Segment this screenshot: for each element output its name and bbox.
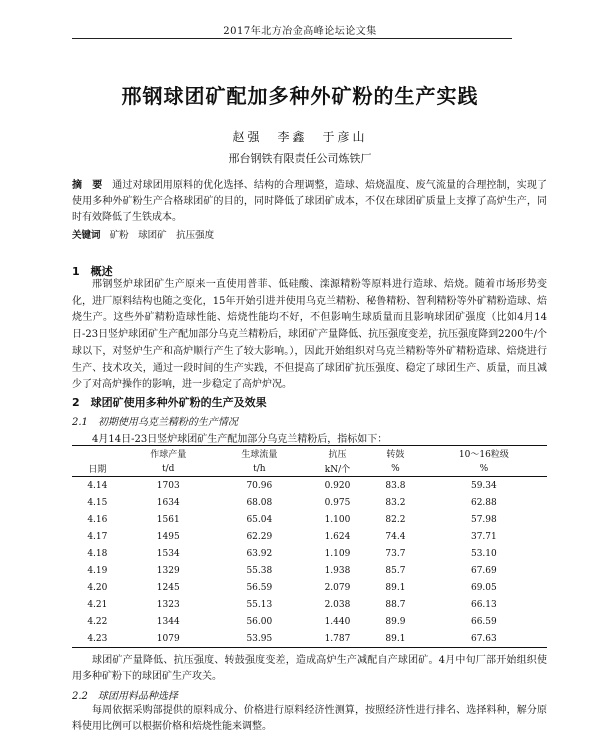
header-cell: 生球流量	[214, 446, 305, 462]
table-cell: 0.920	[324, 480, 351, 491]
header-cell: %	[421, 461, 547, 477]
section-1-body: 邢钢竖炉球团矿生产原来一直使用普菲、低硅酸、滦源精粉等原料进行造球、焙烧。随着市场形势变化，进厂原料结构也随之变化，15年开始引进并使用乌克兰精粉、秘鲁精粉、智利精粉等外矿精粉造球、焙烧生产。这些外矿精粉造球性能、焙烧性能均不好，不但影响生球质量而且影响球团矿强度（比如4月14日-23日竖炉球团矿生产配加部分乌克兰精粉后，球团矿产量降低、抗压强度变差，抗压强度降到2200牛/个球以下，对竖炉生产和高炉顺行产生了较大影响。），因此开始组织对乌克兰精粉等外矿精粉造球、焙烧进行生产、技术攻关，通过一段时间的生产实践，不但提高了球团矿抗压强度、稳定了球团生产、质量，而且减少了对高炉操作的影响，进一步稳定了高炉炉况。	[72, 279, 547, 391]
table-row	[72, 494, 547, 511]
table-cell: 67.63	[421, 630, 547, 648]
table-cell: 53.10	[470, 548, 497, 559]
table-cell: 0.975	[324, 497, 351, 508]
table-cell: 1.109	[324, 548, 351, 559]
table-body	[72, 477, 547, 648]
table-row	[72, 477, 547, 495]
table-cell: 4.21	[87, 599, 108, 610]
table-cell: 88.7	[385, 599, 406, 610]
table-cell: 4.17	[87, 531, 108, 542]
header-cell: 转鼓	[370, 446, 421, 462]
table-row	[72, 630, 547, 648]
table-cell: 83.2	[385, 497, 406, 508]
header-cell: %	[370, 461, 421, 477]
table-row	[72, 613, 547, 630]
table-cell: 4.19	[87, 565, 108, 576]
table-cell: 1.938	[324, 565, 351, 576]
table-cell: 1344	[156, 616, 180, 627]
table-cell: 85.7	[385, 565, 406, 576]
table-cell: 89.9	[385, 616, 406, 627]
table-row	[72, 511, 547, 528]
header-cell	[72, 446, 123, 462]
table-header-row-top	[72, 446, 547, 462]
section-2-1-heading: 2.1 初期使用乌克兰精粉的生产情况	[72, 417, 238, 428]
table-header-row-bottom	[72, 461, 547, 477]
abstract-label: 摘 要	[72, 180, 103, 191]
header-cell: t/h	[214, 461, 305, 477]
section-2-heading: 2 球团矿使用多种外矿粉的生产及效果	[72, 396, 267, 409]
table-cell: 4.20	[87, 582, 108, 593]
table-cell: 68.08	[246, 497, 273, 508]
table-cell: 1.624	[324, 531, 351, 542]
section-1-heading: 1 概述	[72, 265, 113, 278]
table-cell: 1534	[156, 548, 180, 559]
table-caption: 4月14日-23日竖炉球团矿生产配加部分乌克兰精粉后，指标如下：	[92, 434, 388, 445]
table-cell: 4.18	[87, 548, 108, 559]
table-row	[72, 579, 547, 596]
table-cell: 4.22	[87, 616, 108, 627]
table-cell: 1561	[156, 514, 180, 525]
table-cell: 37.71	[470, 531, 497, 542]
table-cell: 4.23	[72, 630, 123, 648]
section-2-2-body: 每周依据采购部提供的原料成分、价格进行原料经济性测算，按照经济性进行排名、选择料种，解分原料使用比例可以根据价格和焙烧性能来调整。	[72, 705, 547, 732]
table-cell: 4.15	[87, 497, 108, 508]
table-cell: 83.8	[385, 480, 406, 491]
table-row	[72, 545, 547, 562]
paper-title: 邢钢球团矿配加多种外矿粉的生产实践	[121, 84, 479, 108]
header-cell: 日期	[72, 461, 123, 477]
table-cell: 89.1	[370, 630, 421, 648]
table-cell: 2.038	[324, 599, 351, 610]
table-cell: 1.440	[324, 616, 351, 627]
header-rule	[72, 38, 512, 39]
table-cell: 65.04	[246, 514, 273, 525]
paragraph-after-table: 球团矿产量降低、抗压强度、转鼓强度变差，造成高炉生产减配自产球团矿。4月中旬厂部开始组织使用多种矿粉下的球团矿生产攻关。	[72, 655, 547, 682]
table-cell: 1.100	[324, 514, 351, 525]
table-cell: 62.29	[246, 531, 273, 542]
keywords	[72, 227, 547, 241]
table-cell: 55.38	[246, 565, 273, 576]
table-cell: 63.92	[246, 548, 273, 559]
table-cell: 4.16	[87, 514, 108, 525]
header-cell: kN/个	[305, 461, 370, 477]
table-cell: 73.7	[385, 548, 406, 559]
table-cell: 56.59	[246, 582, 273, 593]
running-header: 2017年北方冶金高峰论坛论文集	[223, 26, 377, 37]
table-cell: 1703	[156, 480, 180, 491]
table-cell: 57.98	[470, 514, 497, 525]
table-cell: 66.13	[470, 599, 497, 610]
table-cell: 1245	[156, 582, 180, 593]
table-cell: 56.00	[246, 616, 273, 627]
table-cell: 1495	[156, 531, 180, 542]
table-cell: 66.59	[470, 616, 497, 627]
section-2-2-heading: 2.2 球团用料品种选择	[72, 691, 178, 702]
abstract	[72, 178, 547, 226]
table-cell: 1323	[156, 599, 180, 610]
table-cell: 53.95	[214, 630, 305, 648]
table-cell: 62.88	[470, 497, 497, 508]
keywords-label: 关键词	[72, 230, 101, 241]
table-cell: 1634	[156, 497, 180, 508]
table-cell: 1079	[123, 630, 214, 648]
header-cell: 抗压	[305, 446, 370, 462]
header-cell: 10～16粒级	[421, 446, 547, 462]
data-table	[72, 445, 547, 648]
table-cell: 74.4	[385, 531, 406, 542]
authors: 赵强 李鑫 于彦山	[232, 130, 368, 144]
table-cell: 1329	[156, 565, 180, 576]
table-row	[72, 528, 547, 545]
table-cell: 59.34	[470, 480, 497, 491]
table-cell: 69.05	[470, 582, 497, 593]
table-cell: 70.96	[246, 480, 273, 491]
keywords-text: 矿粉 球团矿 抗压强度	[109, 230, 215, 241]
table-cell: 1.787	[305, 630, 370, 648]
abstract-text: 通过对球团用原料的优化选择、结构的合理调整，造球、焙烧温度、废气流量的合理控制，实现了使用多种外矿粉生产合格球团矿的目的，同时降低了球团矿成本，不仅在球团矿质量上支撑了高炉生产，同时有效降低了生铁成本。	[72, 180, 548, 223]
table-cell: 4.14	[87, 480, 108, 491]
table-row	[72, 596, 547, 613]
table-cell: 67.69	[470, 565, 497, 576]
table-cell: 55.13	[246, 599, 273, 610]
header-cell: t/d	[123, 461, 214, 477]
table-cell: 89.1	[385, 582, 406, 593]
table-cell: 2.079	[324, 582, 351, 593]
table-row	[72, 562, 547, 579]
table-cell: 82.2	[385, 514, 406, 525]
header-cell: 作球产量	[123, 446, 214, 462]
affiliation: 邢台钢铁有限责任公司炼铁厂	[228, 152, 372, 165]
